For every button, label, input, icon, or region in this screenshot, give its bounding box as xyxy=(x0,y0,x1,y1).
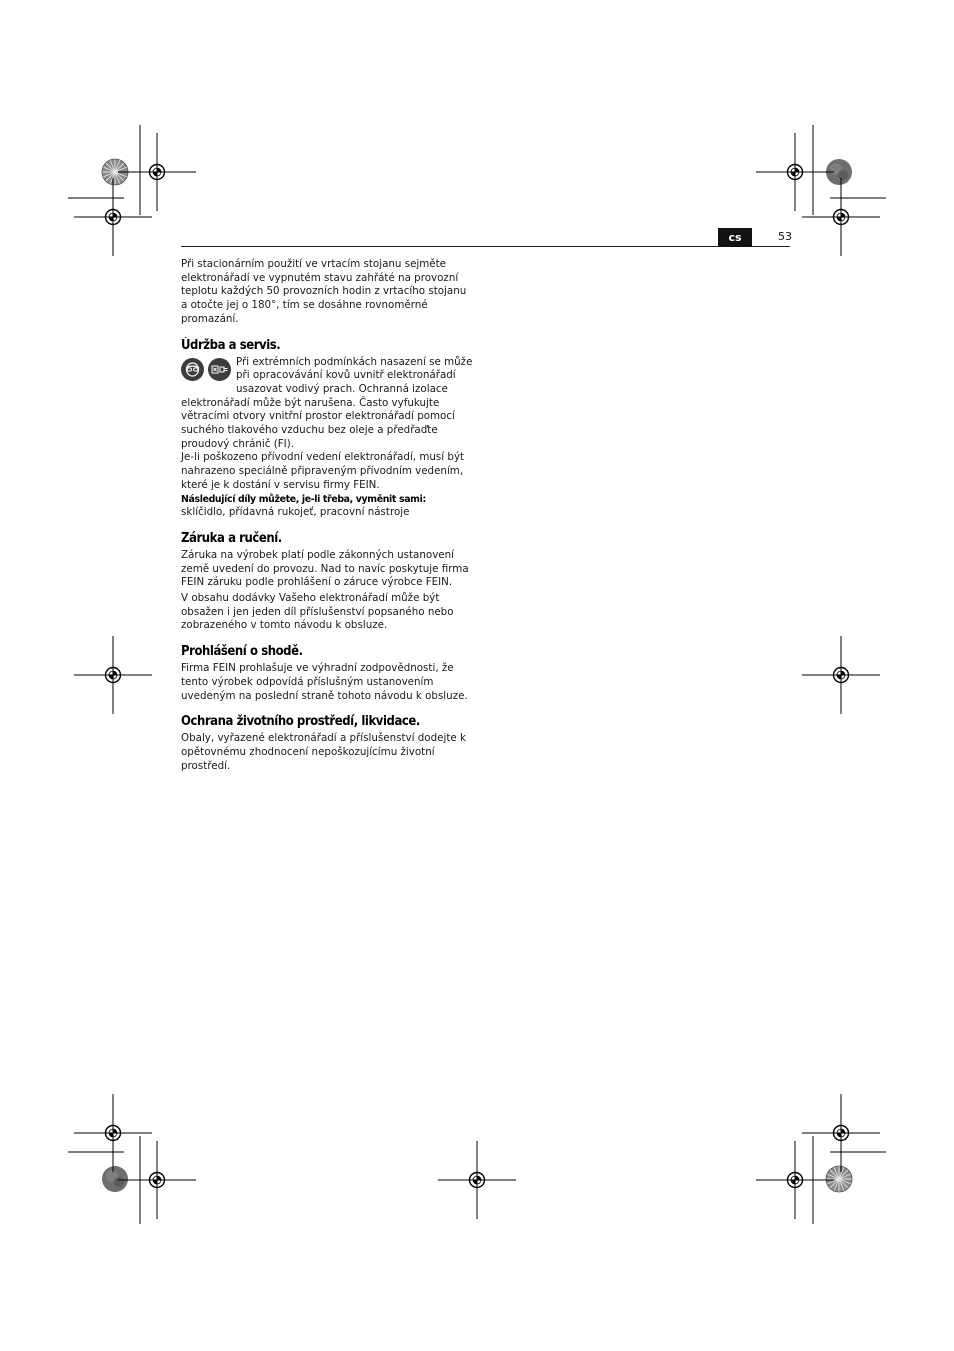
warranty-paragraph-2: V obsahu dodávky Vašeho elektronářadí může být obsažen i jen jeden díl příslušenství popsaného nebo zobrazeného v tomto návodu k obsluze. xyxy=(181,592,454,632)
maintenance-heading: Údržba a servis. xyxy=(181,337,281,353)
intro-paragraph: Při stacionárním použití ve vrtacím stojanu sejměte elektronářadí ve vypnutém stavu zahřáté na provozní teplotu každých 50 provozních hodin z vrtacího stojanu a otočte jej o 180°, tím se dosáhne rovnoměrné promazání. xyxy=(181,258,467,325)
maintenance-paragraph-1: Při extrémních podmínkách nasazení se může při opracovávání kovů uvnitř elektronářadí usazovat vodivý prach. Ochranná izolace elektronářadí může být narušena. Často vyfukujte větracími otvory vnitřní prostor elektronářadí pomocí suchého tlakového vzduchu bez oleje a předřaďte proudový chránič (FI). xyxy=(181,355,473,450)
page-number: 53 xyxy=(778,230,792,243)
warranty-heading: Záruka a ručení. xyxy=(181,530,282,546)
safety-icons xyxy=(181,358,233,384)
language-badge: cs xyxy=(718,228,752,247)
power-disconnect-icon xyxy=(208,358,231,381)
replaceable-parts-list: sklíčidlo, přídavná rukojeť, pracovní nástroje xyxy=(181,506,410,519)
text-column xyxy=(181,258,481,773)
eye-protection-icon xyxy=(181,358,204,381)
maintenance-paragraph-2: Je-li poškozeno přívodní vedení elektronářadí, musí být nahrazeno speciálně připraveným přívodním vedením, které je k dostání v servisu firmy FEIN. xyxy=(181,451,465,491)
environment-heading: Ochrana životního prostředí, likvidace. xyxy=(181,714,420,730)
replaceable-parts-heading: Následující díly můžete, je-li třeba, vyměnit sami: xyxy=(181,493,426,505)
warranty-paragraph-1: Záruka na výrobek platí podle zákonných ustanovení země uvedení do provozu. Nad to navíc poskytuje firma FEIN záruku podle prohlášení o záruce výrobce FEIN. xyxy=(181,548,469,589)
conformity-paragraph: Firma FEIN prohlašuje ve výhradní zodpovědnosti, že tento výrobek odpovídá příslušným ustanovením uvedeným na poslední straně tohoto návodu k obsluze. xyxy=(181,662,468,702)
environment-paragraph: Obaly, vyřazené elektronářadí a příslušenství dodejte k opětovnému zhodnocení nepoškozujícímu životní prostředí. xyxy=(181,732,466,772)
header-rule xyxy=(181,246,790,247)
conformity-heading: Prohlášení o shodě. xyxy=(181,644,303,660)
